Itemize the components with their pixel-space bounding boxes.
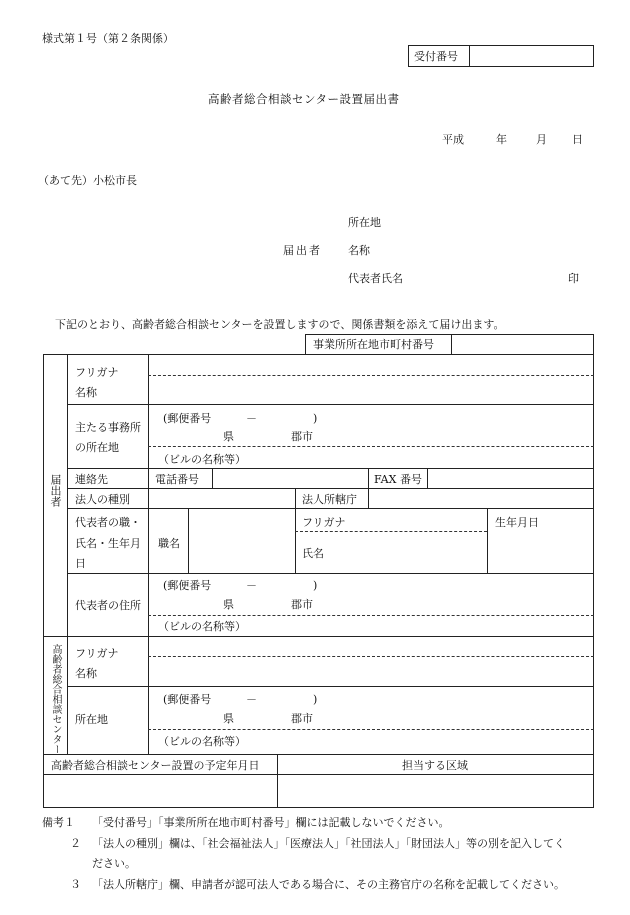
center-location-label: 所在地 [75, 713, 108, 726]
rep-postal-close: ) [313, 579, 318, 592]
center-name-label: 名称 [75, 667, 97, 680]
label-column-divider [148, 354, 149, 754]
fax-label: FAX 番号 [374, 473, 422, 486]
date-year: 年 [496, 133, 507, 146]
position-divider [188, 508, 189, 573]
office-city-divider [451, 334, 452, 355]
intro-text: 下記のとおり、高齢者総合相談センターを設置しますので、関係書類を添えて届け出ます。 [55, 318, 505, 331]
birth-date-label: 生年月日 [495, 516, 539, 529]
center-building-label: （ビルの名称等） [158, 735, 246, 748]
form-number-label: 様式第１号（第２条関係） [42, 32, 174, 45]
postal-close: ) [313, 412, 318, 425]
row-line-4 [67, 508, 594, 509]
rep-building-label: （ビルの名称等） [158, 620, 246, 633]
date-era: 平成 [442, 133, 464, 146]
note-1-text: 「受付番号」「事業所所在地市町村番号」欄には記載しないでください。 [92, 816, 450, 829]
applicant-name-label: 名称 [348, 244, 370, 257]
center-furigana-dash [148, 656, 594, 657]
date-day: 日 [572, 133, 583, 146]
building-label: （ビルの名称等） [158, 453, 246, 466]
note-3-num: ３ [70, 878, 81, 891]
center-furigana-label: フリガナ [75, 647, 119, 660]
main-office-label-1: 主たる事務所 [75, 421, 141, 434]
row-line-5 [67, 573, 594, 574]
center-prefecture-label: 県 [223, 712, 234, 725]
postal-label: (郵便番号 [163, 412, 212, 425]
row-line-1 [67, 404, 594, 405]
phone-label: 電話番号 [155, 473, 199, 486]
position-label: 職名 [158, 537, 180, 550]
applicant-representative-label: 代表者氏名 [348, 272, 403, 285]
area-label: 担当する区域 [402, 759, 468, 772]
center-postal-label: (郵便番号 [163, 693, 212, 706]
rep-name-label: 氏名 [302, 547, 324, 560]
corp-authority-label: 法人所轄庁 [302, 493, 357, 506]
planned-area-divider [277, 754, 278, 808]
applicant-section-label: 届出者 [283, 244, 322, 257]
prefecture-label: 県 [223, 430, 234, 443]
row-line-2 [67, 468, 594, 469]
receipt-number-field[interactable] [472, 46, 592, 66]
receipt-divider [469, 45, 470, 67]
planned-date-label: 高齢者総合相談センター設置の予定年月日 [51, 759, 260, 772]
county-city-label: 郡市 [291, 430, 313, 443]
furigana-dash [148, 375, 594, 376]
name-label: 名称 [75, 386, 97, 399]
fax-divider-right [427, 468, 428, 488]
rep-county-city-label: 郡市 [291, 598, 313, 611]
fax-divider-left [368, 468, 369, 488]
date-month: 月 [536, 133, 547, 146]
center-postal-dash: － [246, 693, 257, 706]
furigana-label: フリガナ [75, 366, 119, 379]
rep-label-3: 日 [75, 557, 86, 570]
row-line-8 [43, 774, 594, 775]
center-address-dash [148, 729, 594, 730]
main-office-label-2: の所在地 [75, 441, 119, 454]
section-divider [43, 636, 594, 637]
rep-furigana-dash [295, 531, 487, 532]
rep-prefecture-label: 県 [223, 598, 234, 611]
corp-authority-value-divider [368, 488, 369, 508]
row-line-6 [67, 686, 594, 687]
rep-label-2: 氏名・生年月 [75, 537, 141, 550]
postal-dash: － [246, 412, 257, 425]
rep-address-dash [148, 615, 594, 616]
corp-type-label: 法人の種別 [75, 493, 130, 506]
rep-postal-dash: － [246, 579, 257, 592]
note-1-num: 備考１ [42, 816, 75, 829]
office-city-number-label: 事業所所在地市町村番号 [313, 338, 434, 351]
note-2-text: 「法人の種別」欄は、「社会福祉法人」「医療法人」「社団法人」「財団法人」等の別を記入してく [92, 837, 565, 850]
center-postal-close: ) [313, 693, 318, 706]
receipt-number-label: 受付番号 [414, 50, 458, 63]
contact-label: 連絡先 [75, 473, 108, 486]
office-city-number-field[interactable] [453, 335, 592, 354]
row-line-3 [67, 488, 594, 489]
note-2-num: ２ [70, 837, 81, 850]
addressee: （あて先）小松市長 [38, 174, 137, 187]
center-county-city-label: 郡市 [291, 712, 313, 725]
side-label-center: 高齢者総合相談センター [50, 644, 61, 754]
document-title: 高齢者総合相談センター設置届出書 [208, 92, 400, 106]
note-2-text-continued: ださい。 [92, 857, 136, 870]
rep-address-label: 代表者の住所 [75, 599, 141, 612]
seal-mark: 印 [568, 272, 579, 285]
office-dash [148, 446, 594, 447]
note-3-text: 「法人所轄庁」欄、申請者が認可法人である場合に、その主務官庁の名称を記載してください。 [92, 878, 565, 891]
applicant-location-label: 所在地 [348, 216, 381, 229]
row-line-7 [43, 754, 594, 755]
rep-postal-label: (郵便番号 [163, 579, 212, 592]
phone-divider [212, 468, 213, 488]
side-label-applicant: 届出者 [49, 474, 62, 507]
rep-furigana-label: フリガナ [302, 516, 346, 529]
rep-label-1: 代表者の職・ [75, 516, 141, 529]
birth-date-divider [487, 508, 488, 573]
side-column-divider [67, 354, 68, 754]
